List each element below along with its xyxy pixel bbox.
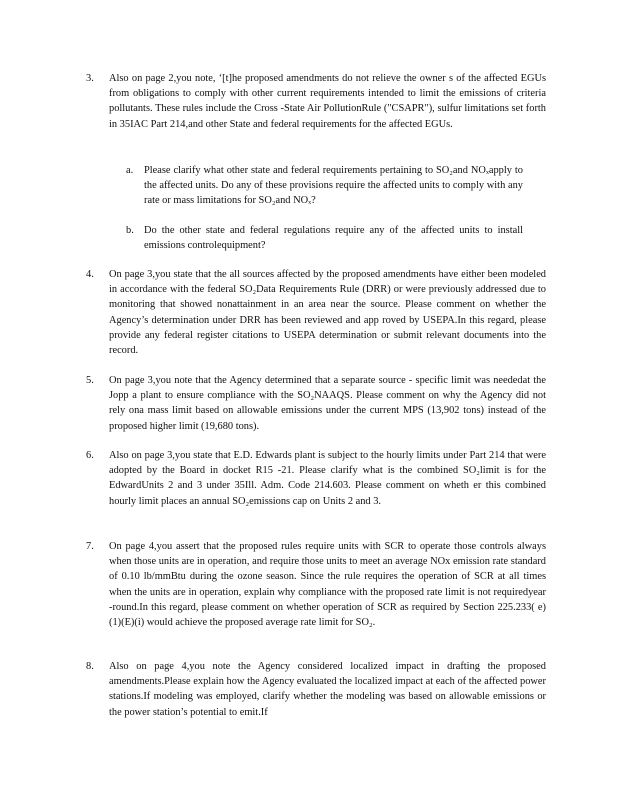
subquestion-letter: b.: [126, 225, 134, 236]
subquestion-text: Please clarify what other state and federal requirements pertaining to SO₂and NOₓapply to the affected units. Do any of these provisions require the affected units to comply with any rate or mass limitations for SO₂and NOₓ?: [144, 165, 523, 207]
question-4: [86, 267, 546, 358]
question-6: [86, 448, 546, 509]
question-text: Also on page 4,you note the Agency considered localized impact in drafting the proposed amendments.Please explain how the Agency evaluated the localized impact at each of the affected power stations.If modeling was employed, clarify whether the modeling was based on allowable emissions or the power station’s potential to emit.If: [109, 661, 546, 718]
question-number: 6.: [86, 450, 94, 461]
question-number: 3.: [86, 73, 94, 84]
subquestion-text: Do the other state and federal regulations require any of the affected units to install emissions controlequipment?: [144, 225, 523, 252]
question-number: 8.: [86, 661, 94, 672]
question-number: 5.: [86, 375, 94, 386]
question-3a: [121, 163, 523, 209]
question-text: Also on page 3,you state that E.D. Edwards plant is subject to the hourly limits under Part 214 that were adopted by the Board in docket R15 -21. Please clarify what is the combined SO₂limit is for the EdwardUnits 2 and 3 under 35Ill. Adm. Code 214.603. Please comment on wheth er this combined hourly limit places an annual SO₂emissions cap on Units 2 and 3.: [109, 450, 546, 507]
question-number: 7.: [86, 541, 94, 552]
question-text: Also on page 2,you note, ‘[t]he proposed amendments do not relieve the owner s of the affected EGUs from obligations to comply with other current requirements intended to limit the emissions of criteria pollutants. These rules include the Cross -State Air PollutionRule ("CSAPR"), sulfur limitations set forth in 35IAC Part 214,and other State and federal requirements for the affected EGUs.: [109, 73, 546, 130]
question-number: 4.: [86, 269, 94, 280]
question-text: On page 3,you note that the Agency determined that a separate source - specific limit was neededat the Jopp a plant to ensure compliance with the SO₂NAAQS. Please comment on why the Agency did not rely ona mass limit based on allowable emissions under the current MPS (13,902 tons) instead of the proposed higher limit (19,680 tons).: [109, 375, 546, 432]
question-7: [86, 539, 546, 630]
question-5: [86, 373, 546, 434]
question-text: On page 4,you assert that the proposed rules require units with SCR to operate those controls always when those units are in operation, and require those units to meet an average NOx emission rate standard of 0.10 lb/mmBtu during the ozone season. Since the rule requires the operation of SCR at all times when the units are in operation, explain why compliance with the proposed rate limit is not requiredyear -round.In this regard, please comment on whether operation of SCR as required by Section 225.233( e)(1)(E)(i) would achieve the proposed average rate limit for SO₂.: [109, 541, 546, 629]
question-3: [86, 71, 546, 132]
question-3b: [121, 223, 523, 253]
question-text: On page 3,you state that the all sources affected by the proposed amendments have either been modeled in accordance with the federal SO₂Data Requirements Rule (DRR) or were previously addressed due to monitoring that showed nonattainment in an area near the source. Please comment on whether the Agency’s determination under DRR has been reviewed and app roved by USEPA.In this regard, please provide any federal register citations to USEPA determination or submit relevant documents into the record.: [109, 269, 546, 357]
subquestion-letter: a.: [126, 165, 134, 176]
question-8: [86, 659, 546, 720]
